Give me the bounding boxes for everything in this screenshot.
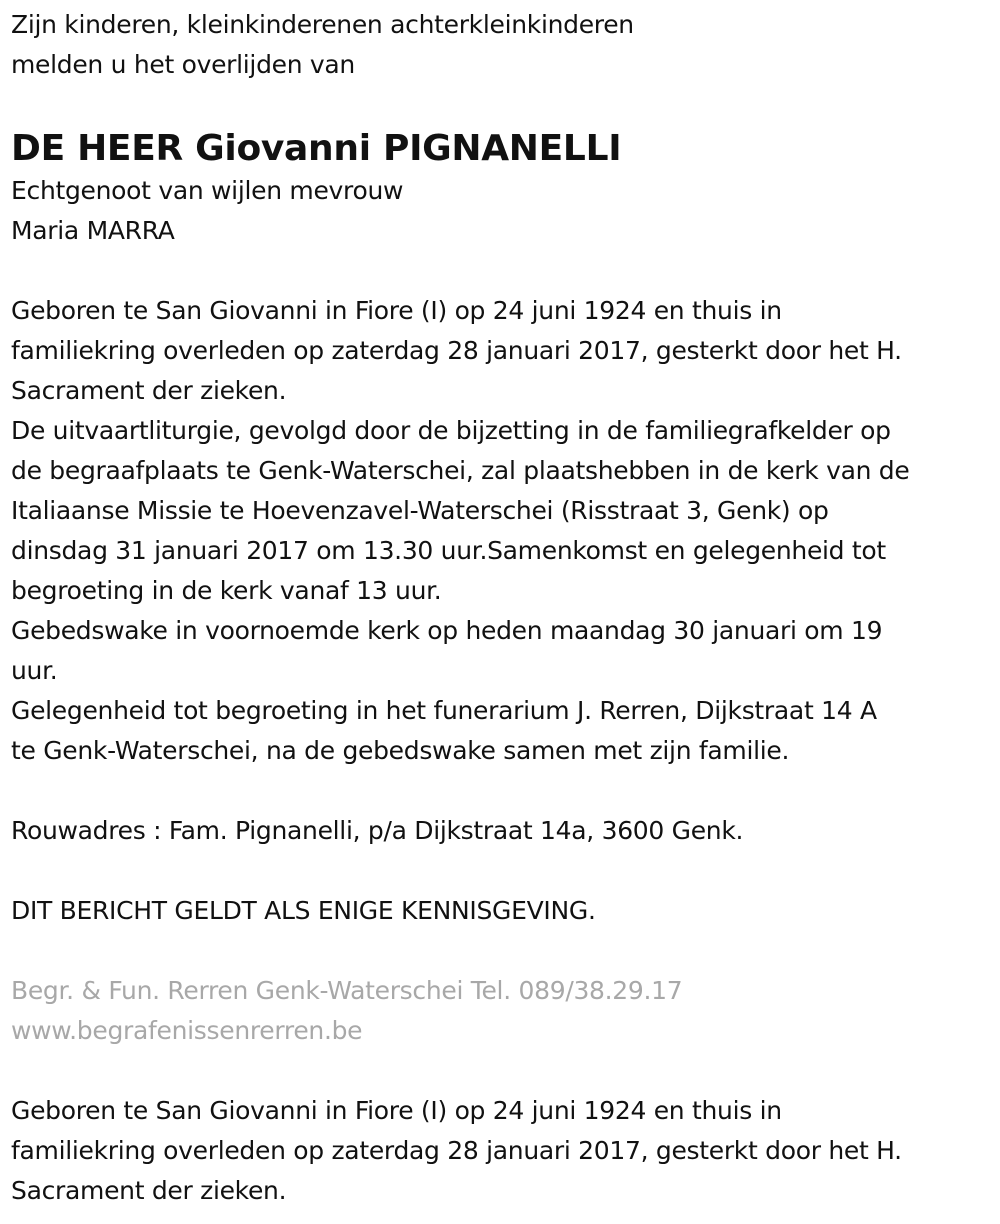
repeat-line: Geboren te San Giovanni in Fiore (I) op 24 juni 1924 en thuis in [11, 1096, 782, 1125]
body-line: Gelegenheid tot begroeting in het funerarium J. Rerren, Dijkstraat 14 A [11, 696, 877, 725]
body-line: Gebedswake in voornoemde kerk op heden maandag 30 januari om 19 [11, 616, 883, 645]
body-line: dinsdag 31 januari 2017 om 13.30 uur.Samenkomst en gelegenheid tot [11, 536, 886, 565]
spacer [11, 771, 996, 811]
intro-line-1: Zijn kinderen, kleinkinderenen achterkleinkinderen [11, 10, 634, 39]
spacer [11, 931, 996, 971]
spouse-line-1: Echtgenoot van wijlen mevrouw [11, 176, 404, 205]
sole-notice: DIT BERICHT GELDT ALS ENIGE KENNISGEVING. [11, 896, 596, 925]
deceased-name: DE HEER Giovanni PIGNANELLI [11, 128, 622, 169]
mourning-address: Rouwadres : Fam. Pignanelli, p/a Dijkstraat 14a, 3600 Genk. [11, 816, 744, 845]
repeat-line: Sacrament der zieken. [11, 1176, 287, 1205]
body-line: uur. [11, 656, 58, 685]
intro-line-2: melden u het overlijden van [11, 50, 355, 79]
spacer [11, 1051, 996, 1091]
body-line: de begraafplaats te Genk-Waterschei, zal plaatshebben in de kerk van de [11, 456, 910, 485]
body-line: begroeting in de kerk vanaf 13 uur. [11, 576, 442, 605]
body-line: familiekring overleden op zaterdag 28 januari 2017, gesterkt door het H. [11, 336, 902, 365]
body-line: De uitvaartliturgie, gevolgd door de bijzetting in de familiegrafkelder op [11, 416, 891, 445]
body-line: Geboren te San Giovanni in Fiore (I) op 24 juni 1924 en thuis in [11, 296, 782, 325]
spouse-line-2: Maria MARRA [11, 216, 175, 245]
body-line: Sacrament der zieken. [11, 376, 287, 405]
body-line: te Genk-Waterschei, na de gebedswake samen met zijn familie. [11, 736, 790, 765]
repeat-line: familiekring overleden op zaterdag 28 januari 2017, gesterkt door het H. [11, 1136, 902, 1165]
funeral-home-contact: Begr. & Fun. Rerren Genk-Waterschei Tel. 089/38.29.17 [11, 976, 683, 1005]
spacer [11, 851, 996, 891]
obituary-notice [11, 5, 996, 1211]
spacer [11, 85, 996, 125]
funeral-home-website[interactable]: www.begrafenissenrerren.be [11, 1016, 363, 1045]
spacer [11, 251, 996, 291]
body-line: Italiaanse Missie te Hoevenzavel-Waterschei (Risstraat 3, Genk) op [11, 496, 829, 525]
